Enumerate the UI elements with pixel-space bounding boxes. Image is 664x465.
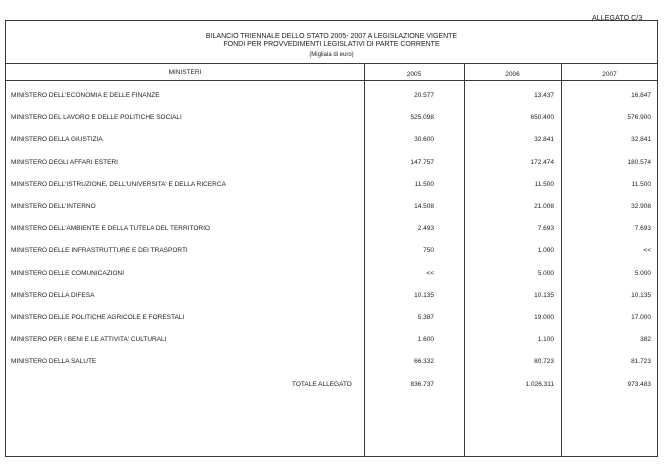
value-2006: 32.841 bbox=[534, 136, 554, 144]
table-row bbox=[6, 159, 657, 171]
ministry-name: MINISTERO DELL'INTERNO bbox=[11, 203, 96, 210]
table-row bbox=[6, 270, 657, 282]
value-2006: 10.135 bbox=[534, 291, 554, 299]
table-row bbox=[6, 225, 657, 237]
column-header-2007: 2007 bbox=[602, 71, 617, 78]
value-2006: 80.723 bbox=[534, 358, 554, 366]
value-2005: 11.500 bbox=[414, 180, 434, 188]
value-2005: 147.757 bbox=[410, 158, 434, 166]
total-2006: 1.026.311 bbox=[525, 381, 554, 388]
table-row bbox=[6, 314, 657, 326]
ministry-name: MINISTERO DELLE INFRASTRUTTURE E DEI TRASPORTI bbox=[11, 247, 188, 255]
table-row bbox=[6, 336, 657, 348]
ministry-name: MINISTERO DELLA DIFESA bbox=[11, 291, 95, 299]
value-2007: 81.723 bbox=[631, 358, 651, 366]
total-2007: 973.483 bbox=[627, 381, 651, 388]
value-2007: 32.841 bbox=[631, 136, 651, 144]
ministry-name: MINISTERO DELL'AMBIENTE E DELLA TUTELA DEL TERRITORIO bbox=[11, 225, 210, 233]
table-row bbox=[6, 203, 657, 215]
column-header-2005: 2005 bbox=[406, 71, 422, 78]
value-2005: 525.098 bbox=[410, 114, 434, 122]
value-2005: 2.493 bbox=[417, 225, 434, 233]
value-2006: 1.000 bbox=[537, 247, 554, 255]
table-row bbox=[6, 136, 657, 148]
value-2007: 180.574 bbox=[627, 158, 651, 166]
budget-table bbox=[5, 20, 658, 457]
ministry-name: MINISTERO DELLE COMUNICAZIONI bbox=[11, 269, 125, 277]
value-2005: 14.508 bbox=[414, 203, 434, 210]
ministry-name: MINISTERO DEGLI AFFARI ESTERI bbox=[11, 158, 118, 166]
value-2005: 66.332 bbox=[414, 358, 434, 366]
ministry-name: MINISTERO DELL'ECONOMIA E DELLE FINANZE bbox=[11, 92, 160, 99]
value-2007: 576.900 bbox=[627, 114, 651, 122]
value-2007: 5.000 bbox=[634, 269, 651, 277]
value-2005: 5.387 bbox=[417, 314, 434, 321]
value-2005: 20.577 bbox=[414, 92, 434, 99]
value-2007: 16.847 bbox=[631, 92, 651, 99]
value-2005: 1.600 bbox=[417, 336, 434, 344]
value-2007: 32.908 bbox=[631, 203, 651, 210]
value-2006: 172.474 bbox=[530, 158, 554, 166]
table-row bbox=[6, 247, 657, 259]
value-2007: 382 bbox=[640, 336, 651, 344]
ministry-name: MINISTERO DELL'ISTRUZIONE, DELL'UNIVERSITA' E DELLA RICERCA bbox=[11, 180, 226, 188]
value-2007: 7.693 bbox=[634, 225, 651, 233]
value-2006: 11.500 bbox=[534, 180, 554, 188]
value-2005: 750 bbox=[423, 247, 434, 255]
value-2007: << bbox=[643, 247, 651, 255]
allegato-label: ALLEGATO C/3 bbox=[592, 15, 643, 22]
table-row bbox=[6, 92, 657, 104]
value-2006: 21.008 bbox=[534, 203, 554, 210]
header-divider bbox=[6, 63, 657, 64]
value-2007: 10.135 bbox=[631, 291, 651, 299]
total-2005: 836.737 bbox=[410, 381, 434, 388]
value-2006: 7.693 bbox=[537, 225, 554, 233]
table-row bbox=[6, 358, 657, 370]
title-line-1: BILANCIO TRIENNALE DELLO STATO 2005- 2007 A LEGISLAZIONE VIGENTE bbox=[205, 33, 458, 40]
ministry-name: MINISTERO DELLE POLITICHE AGRICOLE E FORESTALI bbox=[11, 314, 185, 321]
value-2006: 13.437 bbox=[534, 92, 554, 99]
value-2006: 5.000 bbox=[537, 269, 554, 277]
table-row bbox=[6, 181, 657, 193]
column-header-ministeri: MINISTERI bbox=[168, 69, 202, 76]
value-2006: 1.100 bbox=[537, 336, 554, 344]
value-2007: 17.000 bbox=[631, 314, 651, 321]
value-2007: 11.500 bbox=[631, 180, 651, 188]
value-2005: 10.135 bbox=[414, 291, 434, 299]
column-header-2006: 2006 bbox=[505, 71, 520, 78]
table-row bbox=[6, 114, 657, 126]
ministry-name: MINISTERO DEL LAVORO E DELLE POLITICHE SOCIALI bbox=[11, 114, 182, 122]
value-2005: << bbox=[426, 269, 434, 277]
value-2006: 650.400 bbox=[530, 114, 554, 122]
ministry-name: MINISTERO PER I BENI E LE ATTIVITA' CULTURALI bbox=[11, 336, 167, 344]
column-header-divider bbox=[6, 80, 657, 81]
total-label: TOTALE ALLEGATO bbox=[292, 381, 352, 388]
table-row bbox=[6, 292, 657, 304]
units-note: (Migliaia di euro) bbox=[309, 52, 354, 58]
value-2005: 30.600 bbox=[414, 136, 434, 144]
ministry-name: MINISTERO DELLA GIUSTIZIA bbox=[11, 136, 103, 144]
ministry-name: MINISTERO DELLA SALUTE bbox=[11, 358, 97, 366]
value-2006: 19.000 bbox=[534, 314, 554, 321]
title-line-2: FONDI PER PROVVEDIMENTI LEGISLATIVI DI PARTE CORRENTE bbox=[223, 41, 440, 48]
